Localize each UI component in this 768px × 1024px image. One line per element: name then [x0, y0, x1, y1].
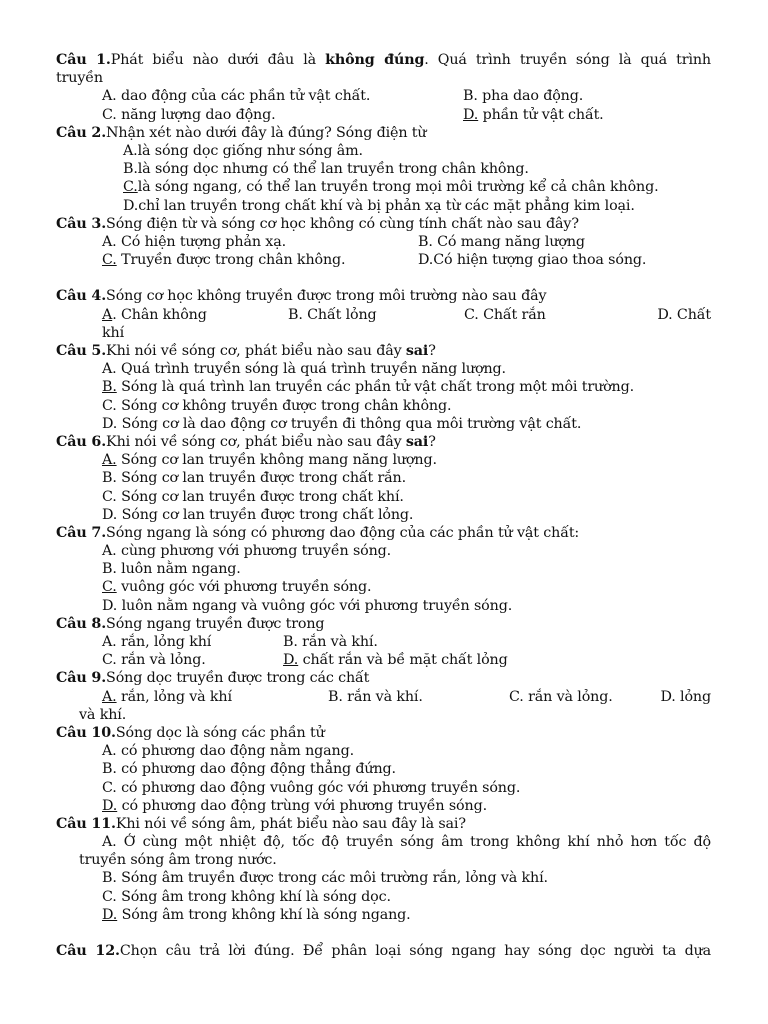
option-d: D. lỏng	[660, 688, 711, 705]
option-d: D. chất rắn và bề mặt chất lỏng	[283, 652, 508, 669]
option-b: B. rắn và khí.	[328, 688, 423, 705]
question-1-options-cd	[56, 106, 711, 124]
option-d-cont: và khí.	[79, 706, 127, 723]
option-a: A. Chân không	[102, 306, 207, 323]
question-9-options	[56, 688, 711, 706]
question-7-stem: Câu 7.Sóng ngang là sóng có phương dao động của các phần tử vật chất:	[56, 524, 580, 541]
question-1-stem: Câu 1.Phát biểu nào dưới đâu là không đúng. Quá trình truyền sóng là quá trình	[56, 52, 711, 68]
question-4-stem: Câu 4.Sóng cơ học không truyền được trong môi trường nào sau đây	[56, 288, 547, 305]
option-d: D. Chất	[657, 306, 711, 323]
option-c: C. Sóng âm trong không khí là sóng dọc.	[102, 888, 391, 905]
option-a: A. Có hiện tượng phản xạ.	[102, 233, 286, 250]
option-c: C. Sóng cơ lan truyền được trong chất khí.	[102, 488, 404, 505]
spacer	[56, 269, 711, 287]
question-3-options-cd	[56, 251, 711, 269]
question-8-stem: Câu 8.Sóng ngang truyền được trong	[56, 615, 325, 632]
question-1-stem-cont: truyền	[56, 70, 103, 87]
option-c: C. vuông góc với phương truyền sóng.	[102, 579, 372, 596]
option-b: B. Có mang năng lượng	[418, 233, 585, 250]
option-c: C.là sóng ngang, có thể lan truyền trong mọi môi trường kể cả chân không.	[123, 179, 659, 196]
question-8-options-ab	[56, 633, 711, 651]
option-c: C. năng lượng dao động.	[102, 106, 276, 123]
question-6-stem: Câu 6.Khi nói về sóng cơ, phát biểu nào sau đây sai?	[56, 433, 436, 450]
question-5-stem: Câu 5.Khi nói về sóng cơ, phát biểu nào sau đây sai?	[56, 343, 436, 359]
option-d-cont: khí	[102, 324, 124, 341]
option-d: D. luôn nằm ngang và vuông góc với phương truyền sóng.	[102, 597, 513, 614]
option-a: A. cùng phương với phương truyền sóng.	[102, 543, 392, 560]
option-a: A.là sóng dọc giống như sóng âm.	[123, 142, 363, 159]
option-b: B.là sóng dọc nhưng có thể lan truyền trong chân không.	[123, 161, 529, 178]
option-a: A. rắn, lỏng và khí	[102, 688, 232, 705]
option-b: B. Sóng là quá trình lan truyền các phần tử vật chất trong một môi trường.	[102, 379, 634, 396]
option-c: C. rắn và lỏng.	[102, 652, 206, 669]
option-b: B. pha dao động.	[463, 88, 584, 105]
question-11-stem: Câu 11.Khi nói về sóng âm, phát biểu nào sau đây là sai?	[56, 815, 466, 832]
option-b: B. có phương dao động động thẳng đứng.	[102, 761, 396, 778]
option-a: A. Quá trình truyền sóng là quá trình truyền năng lượng.	[102, 361, 506, 378]
option-c: C. Sóng cơ không truyền được trong chân không.	[102, 397, 452, 414]
option-c: C. có phương dao động vuông góc với phương truyền sóng.	[102, 779, 521, 796]
option-b: B. luôn nằm ngang.	[102, 561, 241, 578]
question-3-stem: Câu 3.Sóng điện từ và sóng cơ học không có cùng tính chất nào sau đây?	[56, 215, 579, 232]
question-4-options	[56, 306, 711, 324]
option-a: A. có phương dao động nằm ngang.	[102, 743, 354, 760]
option-c: C. rắn và lỏng.	[509, 688, 613, 705]
question-8-options-cd	[56, 651, 711, 669]
option-b: B. Sóng âm truyền được trong các môi trường rắn, lỏng và khí.	[102, 870, 548, 887]
question-9-stem: Câu 9.Sóng dọc truyền được trong các chất	[56, 670, 370, 687]
option-d: D.chỉ lan truyền trong chất khí và bị phản xạ từ các mặt phẳng kim loại.	[123, 197, 635, 214]
option-a: A. Ở cùng một nhiệt độ, tốc độ truyền sóng âm trong không khí nhỏ hơn tốc độ	[102, 834, 711, 851]
document-page	[56, 51, 711, 960]
option-d: D. Sóng cơ lan truyền được trong chất lỏng.	[102, 506, 414, 523]
question-12-stem: Câu 12.Chọn câu trả lời đúng. Để phân loại sóng ngang hay sóng dọc người ta dựa	[56, 943, 711, 960]
option-b: B. Chất lỏng	[288, 306, 377, 323]
option-b: B. Sóng cơ lan truyền được trong chất rắn.	[102, 470, 407, 487]
spacer	[56, 924, 711, 942]
option-c: C. Chất rắn	[464, 306, 546, 323]
option-d: D. Sóng cơ là dao động cơ truyền đi thông qua môi trường vật chất.	[102, 415, 582, 432]
question-10-stem: Câu 10.Sóng dọc là sóng các phần tử	[56, 724, 325, 741]
question-2-stem: Câu 2.Nhận xét nào dưới đây là đúng? Sóng điện từ	[56, 124, 427, 141]
question-3-options-ab	[56, 233, 711, 251]
option-b: B. rắn và khí.	[283, 634, 378, 650]
option-a: A. rắn, lỏng khí	[102, 634, 212, 650]
option-c: C. Truyền được trong chân không.	[102, 252, 346, 269]
option-d: D.Có hiện tượng giao thoa sóng.	[418, 252, 647, 269]
question-1-options-ab	[56, 87, 711, 105]
option-a-cont: truyền sóng âm trong nước.	[79, 852, 277, 869]
option-a: A. dao động của các phần tử vật chất.	[102, 88, 371, 105]
option-d: D. phần tử vật chất.	[463, 106, 604, 123]
option-a: A. Sóng cơ lan truyền không mang năng lượng.	[102, 452, 437, 469]
option-d: D. Sóng âm trong không khí là sóng ngang.	[102, 906, 411, 923]
option-d: D. có phương dao động trùng với phương truyền sóng.	[102, 797, 487, 814]
